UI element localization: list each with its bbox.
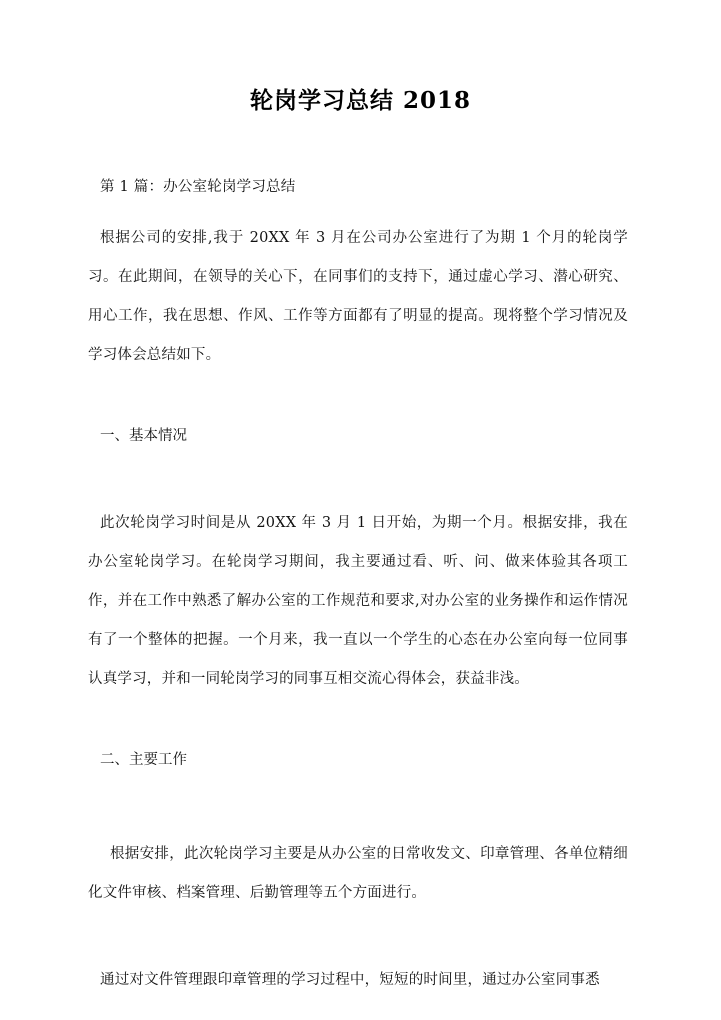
- paragraph-intro: 根据公司的安排,我于 20XX 年 3 月在公司办公室进行了为期 1 个月的轮岗学习。在此期间，在领导的关心下，在同事们的支持下，通过虚心学习、潜心研究、用心工作，我在思想、作风、工作等方面都有了明显的提高。现将整个学习情况及学习体会总结如下。: [88, 230, 628, 363]
- spacer: [88, 699, 628, 741]
- section-label: 第 1 篇：办公室轮岗学习总结: [100, 179, 296, 195]
- spacer: [88, 375, 628, 417]
- page-title: 轮岗学习总结 2018: [249, 87, 472, 114]
- paragraph-document-management: 通过对文件管理跟印章管理的学习过程中，短短的时间里，通过办公室同事悉: [100, 972, 600, 988]
- paragraph-basic-situation: 此次轮岗学习时间是从 20XX 年 3 月 1 日开始，为期一个月。根据安排，我在办公室轮岗学习。在轮岗学习期间，我主要通过看、听、问、做来体验其各项工作，并在工作中熟悉了解办公室的工作规范和要求,对办公室的业务操作和运作情况有了一个整体的把握。一个月来，我一直以一个学生的心态在办公室向每一位同事认真学习，并和一同轮岗学习的同事互相交流心得体会，获益非浅。: [88, 515, 628, 687]
- spacer: [88, 456, 628, 504]
- document-body: [88, 168, 628, 1000]
- spacer: [88, 913, 628, 961]
- heading-main-work: 二、主要工作: [100, 752, 187, 768]
- spacer: [88, 780, 628, 835]
- heading-basic-situation: 一、基本情况: [100, 428, 187, 444]
- paragraph-main-work: 根据安排，此次轮岗学习主要是从办公室的日常收发文、印章管理、各单位精细化文件审核、档案管理、后勤管理等五个方面进行。: [88, 846, 628, 901]
- spacer: [88, 207, 628, 219]
